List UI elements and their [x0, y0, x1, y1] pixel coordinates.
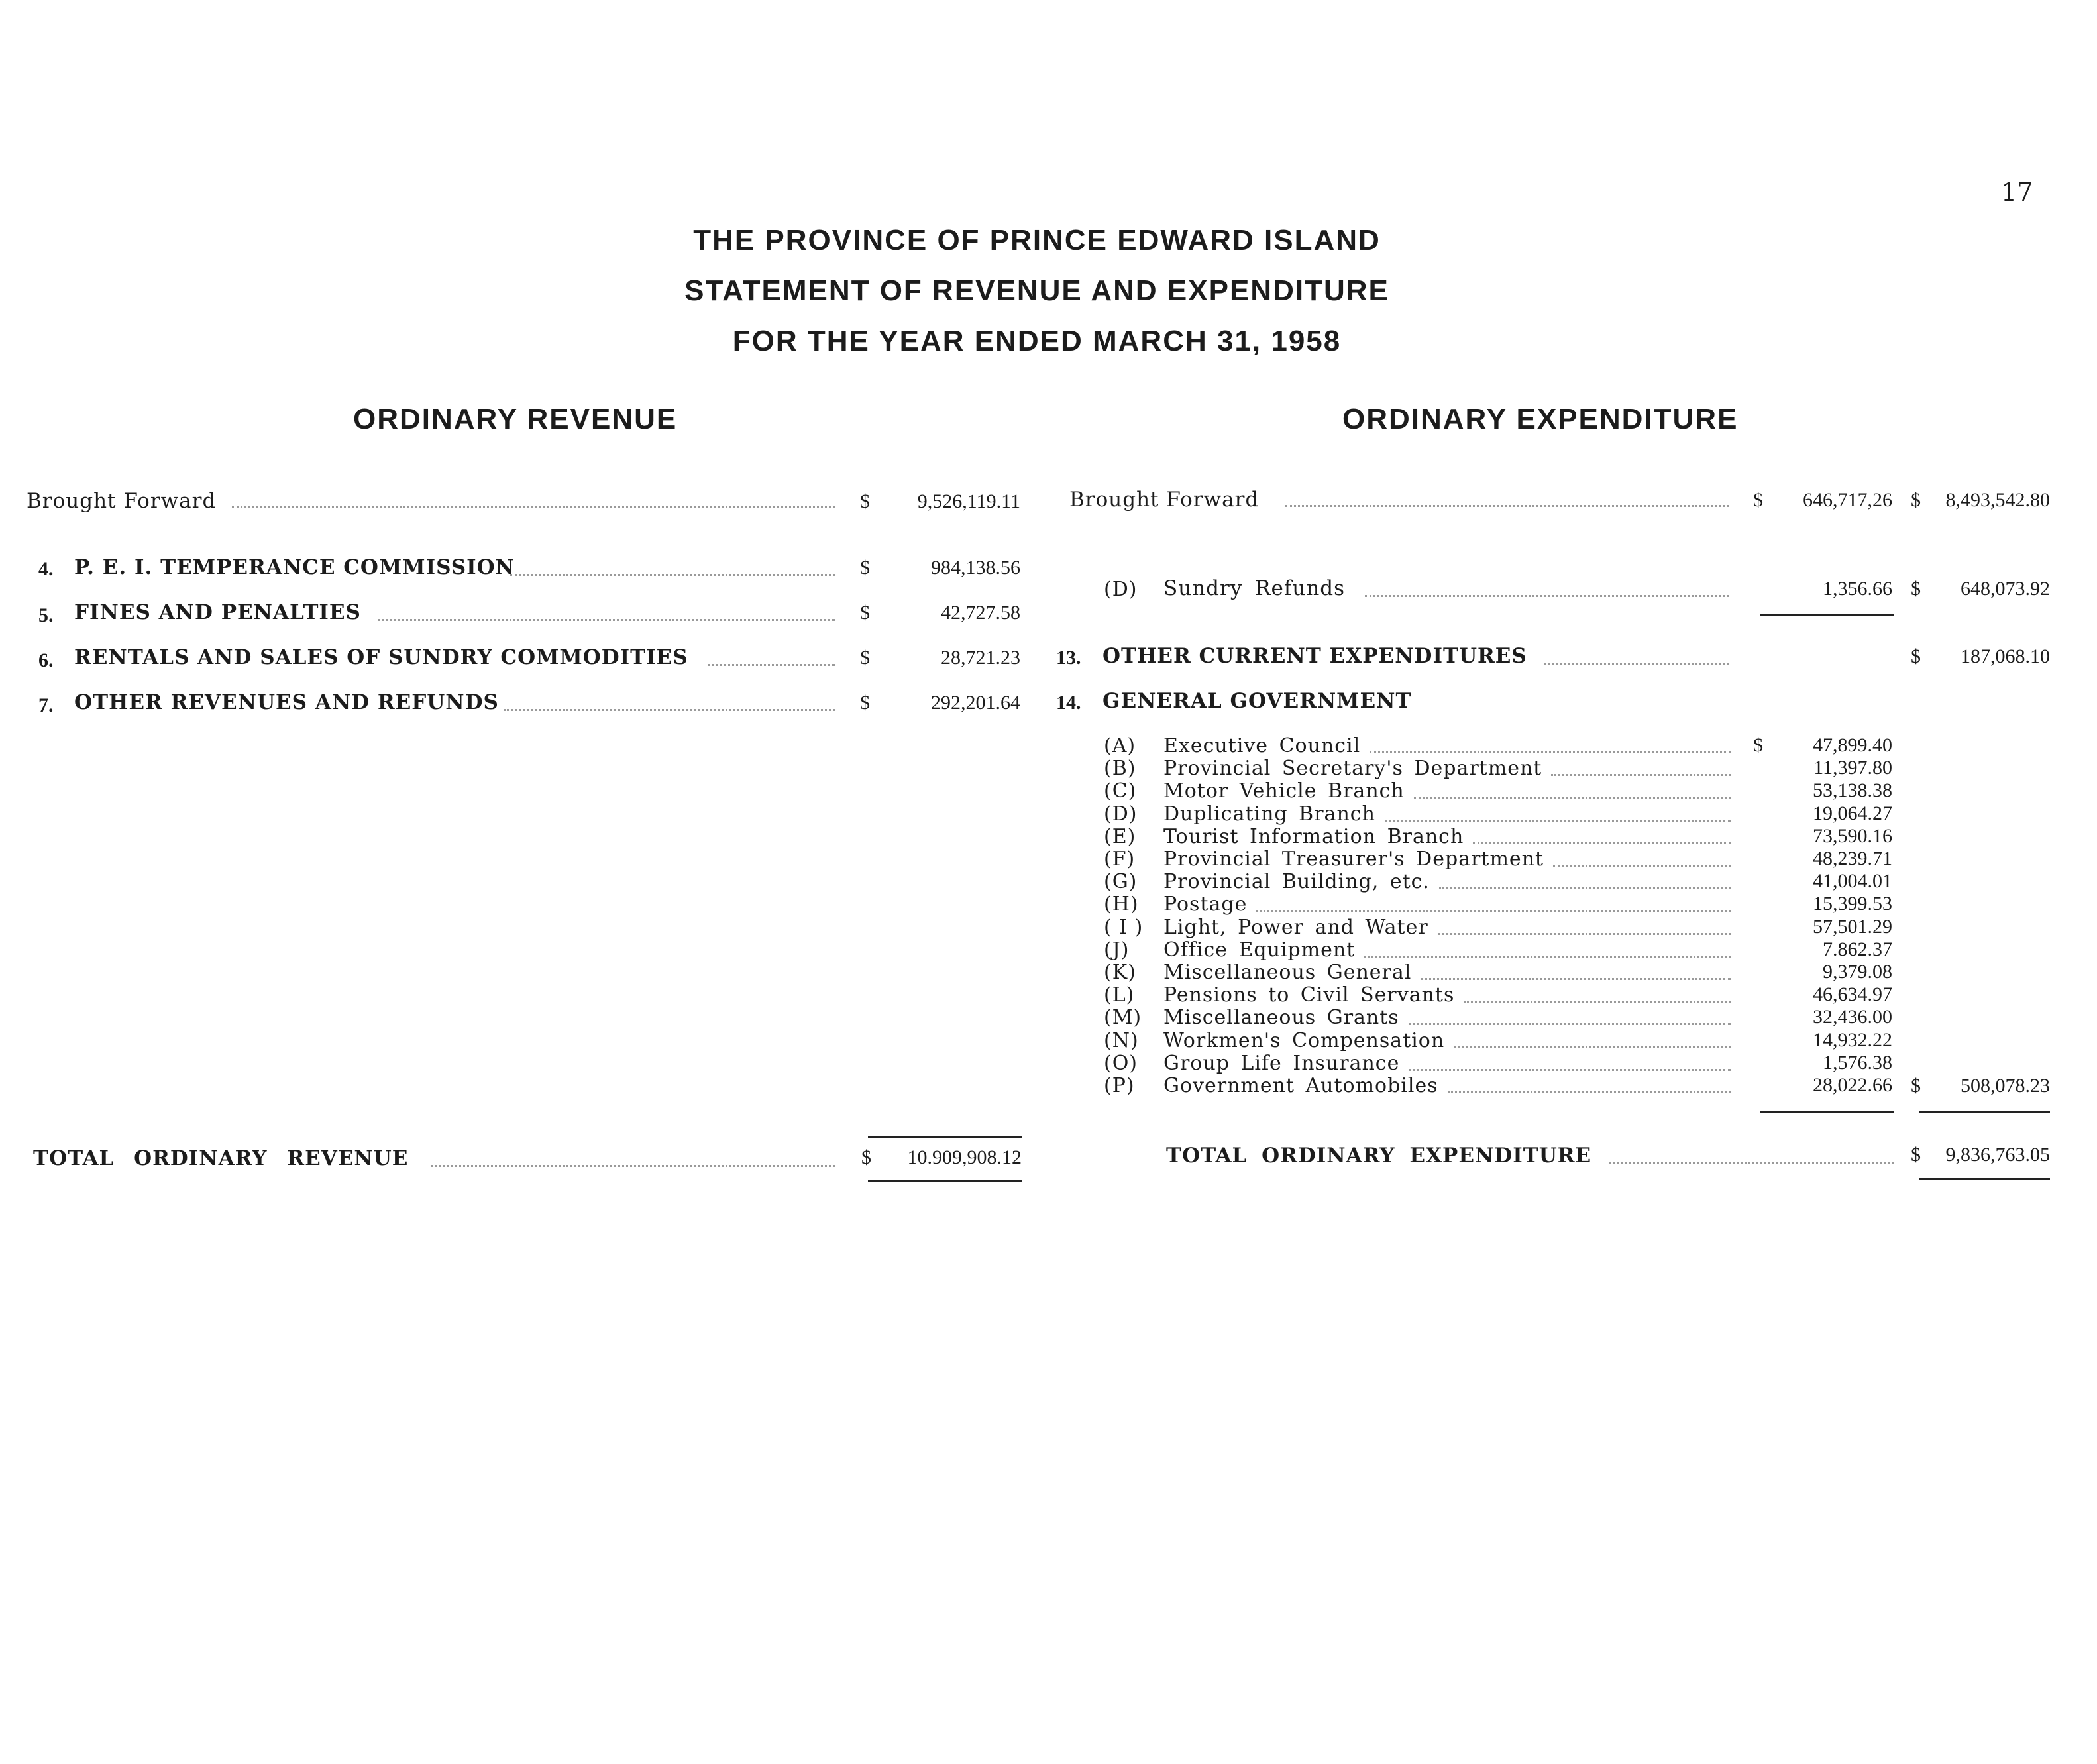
item-letter: (O)	[1104, 1052, 1138, 1075]
subtotal-rule	[1919, 1111, 2050, 1113]
item-letter: (P)	[1104, 1074, 1135, 1097]
revenue-item-number: 7.	[38, 694, 54, 716]
currency-sign: $	[860, 557, 870, 579]
item-label: Provincial Secretary's Department	[1163, 757, 1542, 780]
item-label: Postage	[1163, 893, 1248, 916]
revenue-item-label: FINES AND PENALTIES	[74, 600, 361, 624]
sundry-refunds-label: Sundry Refunds	[1163, 577, 1346, 600]
page-number: 17	[2001, 178, 2033, 207]
revenue-item-amount: 292,201.64	[931, 692, 1020, 714]
revenue-total-label: TOTAL ORDINARY REVENUE	[33, 1146, 409, 1170]
item-amount: 46,634.97	[1813, 983, 1892, 1005]
revenue-item-number: 6.	[38, 649, 54, 671]
revenue-item-amount: 984,138.56	[931, 557, 1020, 579]
currency-sign: $	[1753, 489, 1763, 511]
item-amount: 7.862.37	[1823, 938, 1892, 960]
item-letter: (B)	[1104, 757, 1136, 780]
expenditure-heading: ORDINARY EXPENDITURE	[1342, 403, 1739, 435]
item-amount: 32,436.00	[1813, 1006, 1892, 1028]
item-letter: (L)	[1104, 983, 1135, 1007]
currency-sign: $	[1911, 489, 1921, 511]
dot-leader	[1448, 1091, 1731, 1093]
title-line-1: THE PROVINCE OF PRINCE EDWARD ISLAND	[693, 224, 1381, 256]
dot-leader	[1414, 797, 1731, 799]
currency-sign: $	[860, 602, 870, 624]
expenditure-total-label: TOTAL ORDINARY EXPENDITURE	[1166, 1144, 1592, 1168]
revenue-item-label: OTHER REVENUES AND REFUNDS	[74, 690, 499, 714]
sundry-refunds-total: 648,073.92	[1961, 578, 2050, 600]
dot-leader	[1553, 865, 1731, 867]
dot-leader	[1454, 1046, 1731, 1048]
item-label: Light, Power and Water	[1163, 916, 1428, 939]
item-label: Provincial Building, etc.	[1163, 870, 1430, 893]
dot-leader	[504, 709, 835, 711]
dot-leader	[1365, 595, 1729, 597]
dot-leader	[510, 574, 835, 576]
dot-leader	[1385, 820, 1731, 822]
dot-leader	[1551, 774, 1731, 776]
item-label: Office Equipment	[1163, 938, 1356, 962]
dot-leader	[1421, 978, 1731, 980]
revenue-item-amount: 28,721.23	[941, 647, 1020, 669]
item-amount: 1,576.38	[1823, 1052, 1892, 1074]
revenue-brought-forward-amount: 9,526,119.11	[917, 490, 1020, 512]
item-label: Government Automobiles	[1163, 1074, 1438, 1097]
item-letter: (K)	[1104, 961, 1136, 984]
expenditure-item-number: 13.	[1056, 647, 1081, 669]
currency-sign: $	[860, 490, 870, 512]
title-line-2: STATEMENT OF REVENUE AND EXPENDITURE	[684, 274, 1389, 307]
item-label: Duplicating Branch	[1163, 802, 1375, 826]
item-letter: (D)	[1104, 802, 1138, 826]
item-amount: 73,590.16	[1813, 825, 1892, 847]
item-label: Executive Council	[1163, 734, 1361, 757]
dot-leader	[1473, 842, 1731, 844]
item-letter: (M)	[1104, 1006, 1142, 1029]
item-amount: 41,004.01	[1813, 870, 1892, 892]
item-letter: (J)	[1104, 938, 1130, 962]
revenue-item-label: RENTALS AND SALES OF SUNDRY COMMODITIES	[74, 645, 688, 669]
revenue-item-label: P. E. I. TEMPERANCE COMMISSION	[74, 555, 515, 579]
expenditure-total-amount: 9,836,763.05	[1945, 1144, 2050, 1166]
expenditure-brought-forward-amount-2: 8,493,542.80	[1945, 489, 2050, 511]
item-label: Motor Vehicle Branch	[1163, 779, 1405, 802]
currency-sign: $	[1911, 1144, 1921, 1166]
revenue-item-number: 5.	[38, 604, 54, 626]
dot-leader	[1439, 887, 1731, 889]
item-label: Miscellaneous Grants	[1163, 1006, 1399, 1029]
general-government-label: GENERAL GOVERNMENT	[1102, 689, 1412, 713]
item-amount: 57,501.29	[1813, 916, 1892, 938]
subtotal-rule	[1760, 1111, 1894, 1113]
item-letter: (A)	[1104, 734, 1136, 757]
subtotal-rule	[1760, 614, 1894, 616]
item-letter: (H)	[1104, 893, 1139, 916]
sundry-refunds-amount: 1,356.66	[1823, 578, 1892, 600]
revenue-item-number: 4.	[38, 558, 54, 580]
expenditure-brought-forward-label: Brought Forward	[1069, 488, 1260, 512]
currency-sign: $	[860, 647, 870, 669]
expenditure-item-number: 14.	[1056, 692, 1081, 714]
item-letter: (G)	[1104, 870, 1138, 893]
revenue-brought-forward-label: Brought Forward	[27, 489, 217, 513]
item-amount: 53,138.38	[1813, 779, 1892, 801]
item-label: Pensions to Civil Servants	[1163, 983, 1455, 1007]
item-label: Tourist Information Branch	[1163, 825, 1464, 848]
expenditure-brought-forward-amount-1: 646,717,26	[1803, 489, 1892, 511]
item-amount: 19,064.27	[1813, 802, 1892, 824]
dot-leader	[1438, 933, 1731, 935]
currency-sign: $	[861, 1146, 871, 1168]
title-line-3: FOR THE YEAR ENDED MARCH 31, 1958	[732, 325, 1342, 357]
item-amount: 11,397.80	[1813, 757, 1892, 779]
revenue-heading: ORDINARY REVENUE	[353, 403, 678, 435]
sundry-refunds-letter: (D)	[1104, 578, 1138, 601]
dot-leader	[1364, 956, 1731, 958]
item-letter: (C)	[1104, 779, 1137, 802]
item-label: Group Life Insurance	[1163, 1052, 1400, 1075]
currency-sign: $	[1911, 1075, 1921, 1097]
currency-sign: $	[1911, 578, 1921, 600]
dot-leader	[1256, 910, 1731, 912]
dot-leader	[708, 664, 835, 666]
dot-leader	[1609, 1162, 1894, 1164]
total-rule-bottom	[868, 1180, 1022, 1182]
item-letter: ( I )	[1104, 916, 1144, 939]
currency-sign: $	[1753, 734, 1763, 756]
revenue-item-amount: 42,727.58	[941, 602, 1020, 624]
other-current-amount: 187,068.10	[1961, 645, 2050, 667]
general-government-subtotal: 508,078.23	[1961, 1075, 2050, 1097]
dot-leader	[1409, 1069, 1731, 1071]
item-amount: 28,022.66	[1813, 1074, 1892, 1096]
total-rule-bottom	[1919, 1178, 2050, 1180]
item-letter: (N)	[1104, 1029, 1139, 1052]
dot-leader	[232, 506, 835, 508]
currency-sign: $	[860, 692, 870, 714]
item-label: Miscellaneous General	[1163, 961, 1412, 984]
other-current-label: OTHER CURRENT EXPENDITURES	[1102, 644, 1527, 668]
dot-leader	[1409, 1023, 1731, 1025]
dot-leader	[378, 619, 835, 621]
item-amount: 15,399.53	[1813, 893, 1892, 914]
item-amount: 47,899.40	[1813, 734, 1892, 756]
currency-sign: $	[1911, 645, 1921, 667]
dot-leader	[1544, 663, 1729, 665]
dot-leader	[431, 1165, 835, 1167]
item-amount: 48,239.71	[1813, 848, 1892, 869]
revenue-total-amount: 10.909,908.12	[907, 1146, 1022, 1168]
item-label: Provincial Treasurer's Department	[1163, 848, 1544, 871]
item-amount: 14,932.22	[1813, 1029, 1892, 1051]
dot-leader	[1464, 1001, 1731, 1003]
dot-leader	[1285, 505, 1729, 507]
total-rule-top	[868, 1136, 1022, 1138]
item-label: Workmen's Compensation	[1163, 1029, 1445, 1052]
item-letter: (E)	[1104, 825, 1136, 848]
dot-leader	[1370, 751, 1731, 753]
item-amount: 9,379.08	[1823, 961, 1892, 983]
item-letter: (F)	[1104, 848, 1136, 871]
